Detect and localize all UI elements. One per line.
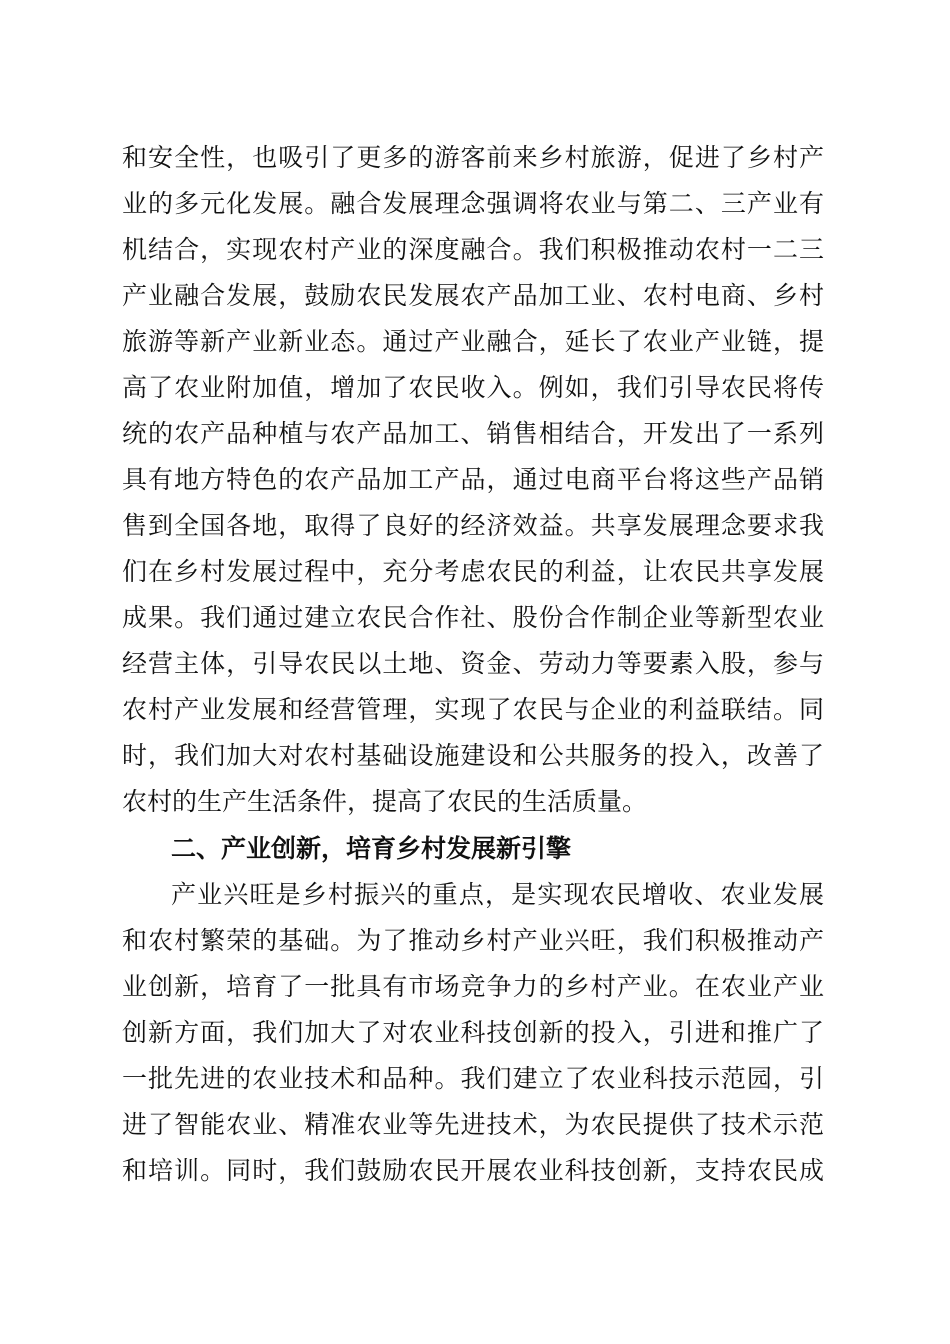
paragraph-line: 产业兴旺是乡村振兴的重点，是实现农民增收、农业发展 [171,880,824,909]
paragraph-line: 一批先进的农业技术和品种。我们建立了农业科技示范园，引 [122,1064,824,1093]
paragraph-line: 们在乡村发展过程中，充分考虑农民的利益，让农民共享发展 [122,557,824,586]
paragraph-line: 高了农业附加值，增加了农民收入。例如，我们引导农民将传 [122,373,824,402]
paragraph-line: 具有地方特色的农产品加工产品，通过电商平台将这些产品销 [122,465,824,494]
paragraph-line: 旅游等新产业新业态。通过产业融合，延长了农业产业链，提 [122,327,824,356]
section-heading: 二、产业创新，培育乡村发展新引擎 [171,834,572,863]
paragraph-line: 统的农产品种植与农产品加工、销售相结合，开发出了一系列 [122,419,824,448]
paragraph-line: 时，我们加大对农村基础设施建设和公共服务的投入，改善了 [122,741,824,770]
paragraph-line: 成果。我们通过建立农民合作社、股份合作制企业等新型农业 [122,603,824,632]
paragraph-line: 产业融合发展，鼓励农民发展农产品加工业、农村电商、乡村 [122,281,824,310]
paragraph-line: 售到全国各地，取得了良好的经济效益。共享发展理念要求我 [122,511,824,540]
paragraph-line: 机结合，实现农村产业的深度融合。我们积极推动农村一二三 [122,235,824,264]
paragraph-line: 经营主体，引导农民以土地、资金、劳动力等要素入股，参与 [122,649,824,678]
paragraph-line: 业的多元化发展。融合发展理念强调将农业与第二、三产业有 [122,189,824,218]
paragraph-line: 农村的生产生活条件，提高了农民的生活质量。 [122,787,648,816]
paragraph-line: 农村产业发展和经营管理，实现了农民与企业的利益联结。同 [122,695,824,724]
paragraph-line: 创新方面，我们加大了对农业科技创新的投入，引进和推广了 [122,1018,824,1047]
paragraph-line: 业创新，培育了一批具有市场竞争力的乡村产业。在农业产业 [122,972,824,1001]
paragraph-line: 和安全性，也吸引了更多的游客前来乡村旅游，促进了乡村产 [122,143,824,172]
paragraph-line: 和培训。同时，我们鼓励农民开展农业科技创新，支持农民成 [122,1156,824,1185]
paragraph-line: 进了智能农业、精准农业等先进技术，为农民提供了技术示范 [122,1110,824,1139]
paragraph-line: 和农村繁荣的基础。为了推动乡村产业兴旺，我们积极推动产 [122,926,824,955]
